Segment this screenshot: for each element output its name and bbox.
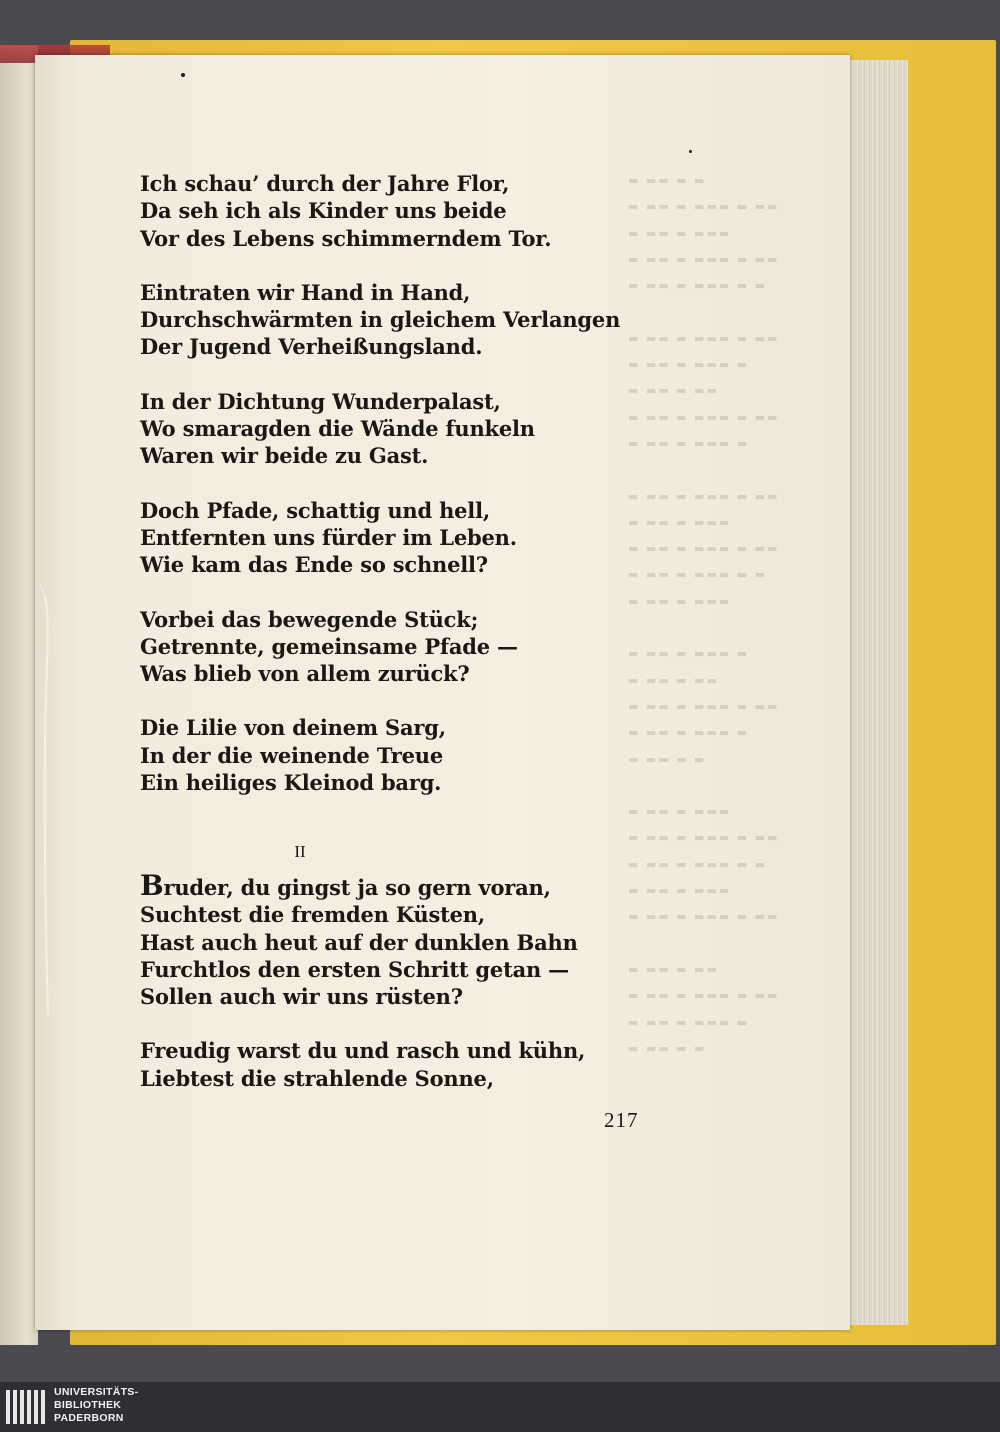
library-footer [0, 1382, 1000, 1432]
poem-line: Bruder, du gingst ja so gern voran, [140, 869, 551, 902]
poem-line: Durchschwärmten in gleichem Verlangen [140, 307, 621, 333]
facing-page-edge [0, 45, 38, 1345]
page-mark [181, 73, 185, 77]
poem-line: Die Lilie von deinem Sarg, [140, 715, 446, 741]
poem-line: Entfernten uns fürder im Leben. [140, 524, 517, 550]
poem-part-two [140, 869, 600, 1119]
poem-line: Ein heiliges Kleinod barg. [140, 770, 442, 796]
poem-part-one [140, 170, 621, 823]
poem-line: Der Jugend Verheißungsland. [140, 334, 483, 360]
initial-letter: B [140, 869, 164, 902]
logo-line: PADERBORN [54, 1412, 124, 1424]
poem-line: In der Dichtung Wunderpalast, [140, 388, 501, 414]
poem-line: Sollen auch wir uns rüsten? [140, 984, 463, 1010]
poem-line: Vor des Lebens schimmerndem Tor. [140, 225, 552, 251]
poem-line: Freudig warst du und rasch und kühn, [140, 1038, 586, 1064]
poem-line: Da seh ich als Kinder uns beide [140, 198, 507, 224]
poem-line: Getrennte, gemeinsame Pfade — [140, 633, 518, 659]
poem-line: Waren wir beide zu Gast. [140, 443, 429, 469]
logo-line: UNIVERSITÄTS- [54, 1386, 139, 1398]
poem-line: Hast auch heut auf der dunklen Bahn [140, 929, 578, 955]
poem-line: Liebtest die strahlende Sonne, [140, 1065, 494, 1091]
stanza [140, 714, 600, 796]
section-number: II [294, 842, 306, 861]
stanza [140, 170, 600, 252]
stanza [140, 606, 600, 688]
stanza [140, 1037, 600, 1092]
poem-line: Furchtlos den ersten Schritt getan — [140, 956, 569, 982]
poem-line: Suchtest die fremden Küsten, [140, 902, 485, 928]
poem-line: Eintraten wir Hand in Hand, [140, 279, 471, 305]
poem-line: Wo smaragden die Wände funkeln [140, 416, 535, 442]
stanza [140, 388, 600, 470]
binding-thread [36, 575, 56, 1035]
page-number: 217 [604, 1108, 639, 1132]
poem-line: Ich schau’ durch der Jahre Flor, [140, 171, 510, 196]
library-logo-text [54, 1386, 138, 1425]
poem-line: Vorbei das bewegende Stück; [140, 606, 479, 632]
show-through-texture: ▬ ▬▬ ▬ ▬ ▬ ▬▬ ▬ ▬▬▬ ▬ ▬▬ ▬ ▬▬ ▬ ▬▬▬ ▬ ▬▬ ▬ ▬▬▬ ▬ ▬▬ ▬ ▬▬ ▬ ▬▬▬ ▬ ▬ ▬ ▬▬ ▬ ▬▬▬ ▬ ▬▬ ▬ ▬▬ ▬ ▬▬▬ ▬ ▬ ▬▬ ▬ ▬▬ ▬ ▬▬ ▬ ▬▬▬ ▬ ▬▬ ▬ ▬▬ ▬ ▬▬▬ ▬ ▬ ▬▬ ▬ ▬▬▬ ▬ ▬▬ ▬ ▬▬ ▬ ▬▬▬ ▬ ▬▬ ▬ ▬▬▬ ▬ ▬▬ ▬ ▬▬ ▬ ▬▬▬ ▬ ▬ ▬ ▬▬ ▬ ▬▬▬ ▬ ▬▬ ▬ ▬▬▬ ▬ ▬ ▬▬ ▬ ▬▬ ▬ ▬▬ ▬ ▬▬▬ ▬ ▬▬ ▬ ▬▬ ▬ ▬▬▬ ▬ ▬ ▬▬ ▬ ▬ ▬ ▬▬ ▬ ▬▬▬ ▬ ▬▬ ▬ ▬▬▬ ▬ ▬▬ ▬ ▬▬ ▬ ▬▬▬ ▬ ▬ ▬ ▬▬ ▬ ▬▬▬ ▬ ▬▬ ▬ ▬▬▬ ▬ ▬▬ ▬ ▬▬ ▬ ▬▬ ▬ ▬▬ ▬ ▬▬▬ ▬ ▬▬ ▬ ▬▬ ▬ ▬▬▬ ▬ ▬ ▬▬ ▬ ▬ [628, 174, 780, 1055]
library-logo-icon [6, 1388, 46, 1426]
page-mark [689, 150, 692, 153]
stanza [140, 279, 621, 361]
poem-line: Doch Pfade, schattig und hell, [140, 497, 490, 523]
poem-line: Was blieb von allem zurück? [140, 661, 470, 687]
stanza [140, 497, 600, 579]
poem-line: In der die weinende Treue [140, 742, 443, 768]
stanza [140, 869, 600, 1010]
logo-line: BIBLIOTHEK [54, 1399, 122, 1411]
poem-line: Wie kam das Ende so schnell? [140, 552, 488, 578]
